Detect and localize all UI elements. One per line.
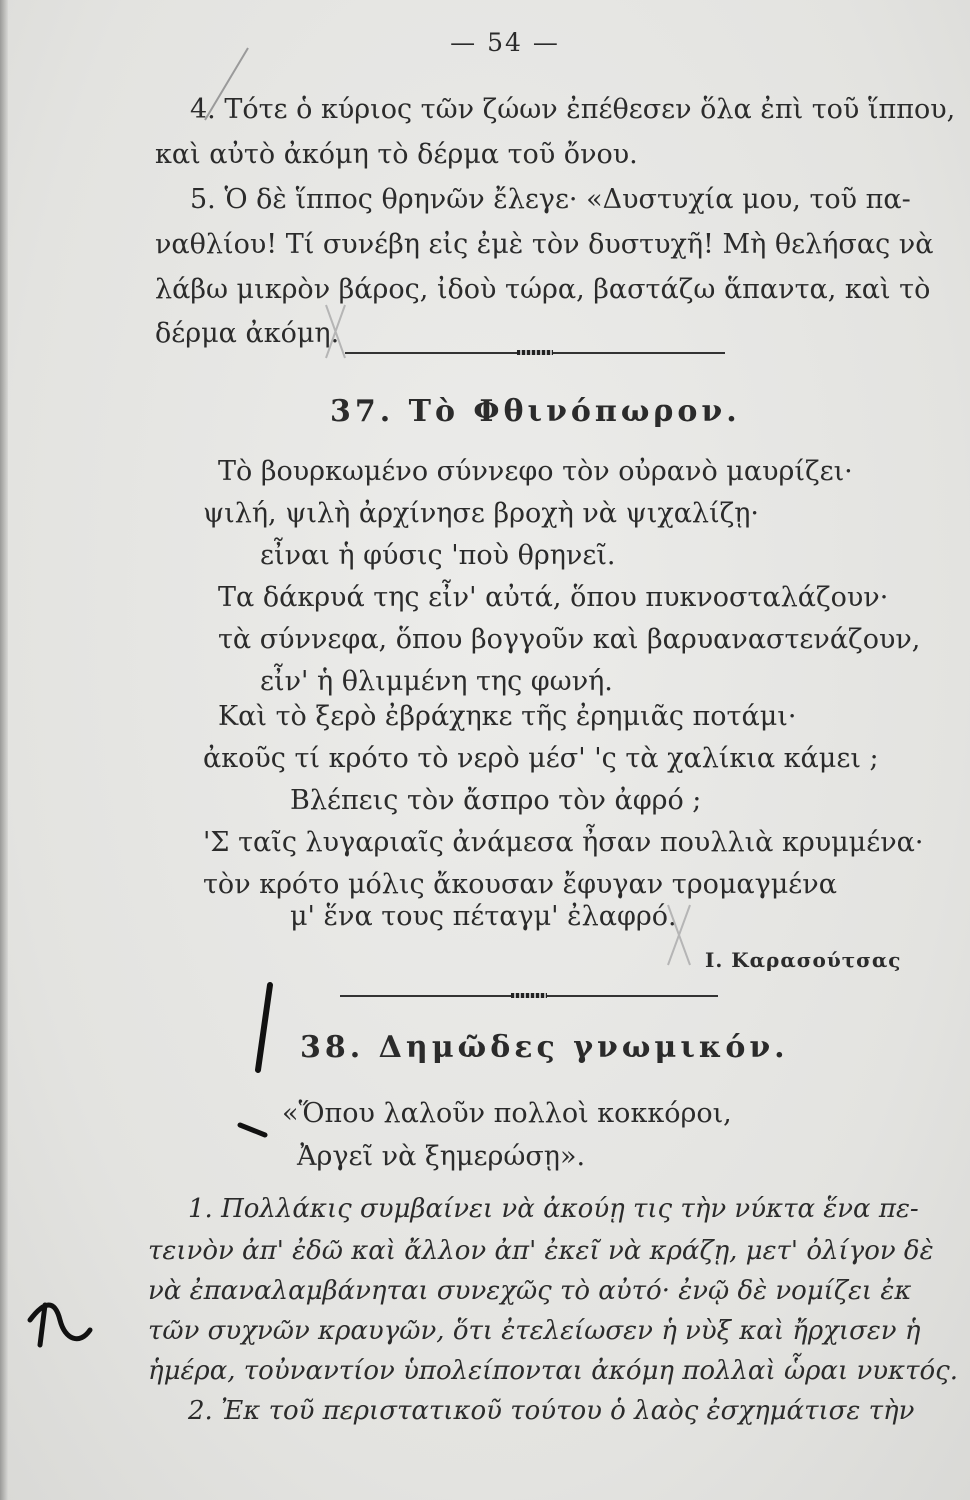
note-line: νὰ ἐπαναλαμβάνηται συνεχῶς τὸ αὐτό· ἐνῷ δὲ νομίζει ἐκ [148,1276,912,1306]
proverb-line: Ἀργεῖ νὰ ξημερώσῃ». [297,1141,586,1172]
fable-line: δέρμα ἀκόμη. [155,318,340,349]
poem-line: μ' ἕνα τους πέταγμ' ἐλαφρό. [290,901,677,932]
poem-line: Βλέπεις τὸν ἄσπρο τὸν ἀφρό ; [290,785,702,816]
poem-line: ψιλή, ψιλὴ ἀρχίνησε βροχὴ νὰ ψιχαλίζῃ· [203,498,760,529]
fable-line: 4. Τότε ὁ κύριος τῶν ζώων ἐπέθεσεν ὅλα ἐπὶ τοῦ ἵππου, [190,94,956,125]
poem-line: Τὸ βουρκωμένο σύννεφο τὸν οὐρανὸ μαυρίζει· [218,456,853,487]
fable-line: ναθλίου! Τί συνέβη εἰς ἐμὲ τὸν δυστυχῆ! Μὴ θελήσας νὰ [155,229,934,260]
poem-author: Ι. Καρασούτσας [705,948,902,972]
poem-line: τὰ σύννεφα, ὅπου βογγοῦν καὶ βαρυαναστενάζουν, [218,624,921,655]
note-line: τεινὸν ἀπ' ἐδῶ καὶ ἄλλον ἀπ' ἐκεῖ νὰ κράζῃ, μετ' ὀλίγον δὲ [148,1236,934,1266]
poem-line: ἀκοῦς τί κρότο τὸ νερὸ μέσ' 'ς τὰ χαλίκια κάμει ; [203,743,879,774]
note-line: τῶν συχνῶν κραυγῶν, ὅτι ἐτελείωσεν ἡ νὺξ καὶ ἤρχισεν ἡ [148,1316,921,1346]
note-line: ἡμέρα, τοὐναντίον ὑπολείπονται ἀκόμη πολλαὶ ὧραι νυκτός. [148,1356,958,1386]
ink-dash-mark [240,1125,265,1135]
fable-line: λάβω μικρὸν βάρος, ἰδοὺ τώρα, βαστάζω ἅπαντα, καὶ τὸ [155,274,931,305]
ink-bar-mark [258,985,270,1070]
pencil-x-mark [326,305,345,358]
poem-line: εἶναι ἡ φύσις 'ποὺ θρηνεῖ. [260,540,616,571]
note-line: 1. Πολλάκις συμβαίνει νὰ ἀκούῃ τις τὴν νύκτα ἕνα πε- [188,1194,919,1224]
fable-line: καὶ αὐτὸ ἀκόμη τὸ δέρμα τοῦ ὄνου. [155,139,638,170]
pencil-stroke-mark [205,48,248,120]
fable-line: 5. Ὁ δὲ ἵππος θρηνῶν ἔλεγε· «Δυστυχία μου, τοῦ πα- [190,184,911,215]
pencil-x-mark [668,905,690,965]
proverb-line: «Ὅπου λαλοῦν πολλοὶ κοκκόροι, [282,1098,732,1129]
page-number: — 54 — [450,28,560,57]
section-37-title: 37. Τὸ Φθινόπωρον. [330,394,741,429]
note-line: 2. Ἐκ τοῦ περιστατικοῦ τούτου ὁ λαὸς ἐσχημάτισε τὴν [188,1396,915,1426]
poem-line: 'Σ ταῖς λυγαριαῖς ἀνάμεσα ἦσαν πουλλιὰ κρυμμένα· [203,827,924,858]
poem-line: Καὶ τὸ ξερὸ ἐβράχηκε τῆς ἐρημιᾶς ποτάμι· [218,701,797,732]
poem-line: εἶν' ἡ θλιμμένη της φωνή. [260,666,613,697]
poem-line: τὸν κρότο μόλις ἄκουσαν ἔφυγαν τρομαγμένα [203,869,837,900]
section-38-title: 38. Δημῶδες γνωμικόν. [300,1030,789,1065]
ink-scribble-mark [30,1305,90,1345]
poem-line: Τα δάκρυά της εἶν' αὐτά, ὅπου πυκνοσταλάζουν· [218,582,889,613]
